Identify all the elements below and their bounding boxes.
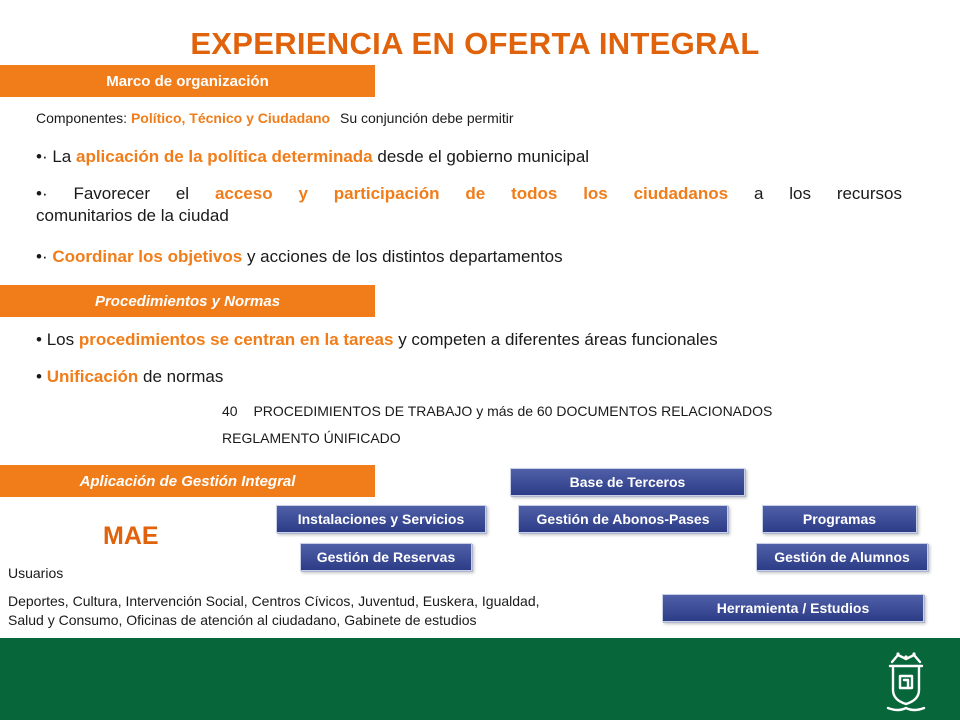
marco-bullet-2-post: a los recursos (753, 184, 903, 203)
bullet-dot: • (36, 147, 42, 166)
componentes-label: Componentes: (36, 110, 128, 126)
marco-bullet-2-highlight: acceso y participación de todos los ciudadanos (214, 184, 729, 203)
proc-bullet-1-post: y competen a diferentes áreas funcionales (398, 330, 718, 349)
marco-bullet-3 (36, 246, 906, 268)
marco-bullet-1-pre: · La (41, 147, 72, 166)
module-alumnos: Gestión de Alumnos (756, 543, 928, 571)
module-abonos: Gestión de Abonos-Pases (518, 505, 728, 533)
usuarios-list-line2: Salud y Consumo, Oficinas de atención al ciudadano, Gabinete de estudios (8, 612, 477, 628)
section-header-aplicacion: Aplicación de Gestión Integral (0, 465, 375, 497)
marco-bullet-3-post: y acciones de los distintos departamentos (246, 247, 563, 266)
proc-bullet-2-highlight: Unificación (46, 367, 139, 386)
page-title: EXPERIENCIA EN OFERTA INTEGRAL (190, 26, 760, 61)
module-instalaciones: Instalaciones y Servicios (276, 505, 486, 533)
usuarios-list-line1: Deportes, Cultura, Intervención Social, Centros Cívicos, Juventud, Euskera, Igualdad, (8, 593, 540, 609)
usuarios-label: Usuarios (8, 565, 64, 581)
marco-bullet-2-line2: comunitarios de la ciudad (36, 206, 229, 225)
module-programas: Programas (762, 505, 917, 533)
mae-label: MAE (103, 522, 159, 550)
marco-bullet-1 (36, 146, 906, 168)
section-header-marco: Marco de organización (0, 65, 375, 97)
bullet-dot: • (36, 367, 47, 386)
marco-bullet-2-pre: · Favorecer el (41, 184, 190, 203)
section-header-procedimientos: Procedimientos y Normas (0, 285, 375, 317)
marco-bullet-1-highlight: aplicación de la política determinada (75, 147, 373, 166)
footer-band (0, 638, 960, 720)
module-reservas: Gestión de Reservas (300, 543, 472, 571)
proc-count-text: PROCEDIMIENTOS DE TRABAJO y más de 60 DOCUMENTOS RELACIONADOS (253, 403, 773, 419)
componentes-line (36, 109, 736, 127)
proc-bullet-2 (36, 366, 636, 388)
bullet-dot: • (36, 330, 47, 349)
marco-bullet-2 (36, 183, 902, 227)
proc-bullet-1 (36, 329, 916, 351)
marco-bullet-1-post: desde el gobierno municipal (377, 147, 590, 166)
componentes-value: Político, Técnico y Ciudadano (130, 110, 331, 126)
componentes-tail: Su conjunción debe permitir (339, 110, 514, 126)
reglamento-line: REGLAMENTO ÚNIFICADO (222, 430, 401, 446)
bullet-dot: • (36, 247, 42, 266)
municipal-crest-icon (884, 650, 928, 714)
proc-count-line (222, 402, 922, 420)
marco-bullet-3-pre: · (41, 247, 48, 266)
module-base-terceros: Base de Terceros (510, 468, 745, 496)
bullet-dot: • (36, 184, 42, 203)
proc-bullet-1-highlight: procedimientos se centran en la tareas (78, 330, 394, 349)
proc-count: 40 (222, 403, 238, 419)
marco-bullet-3-highlight: Coordinar los objetivos (52, 247, 243, 266)
marco-bullet-2-line1 (36, 183, 902, 205)
proc-bullet-2-post: de normas (143, 367, 224, 386)
module-herramienta: Herramienta / Estudios (662, 594, 924, 622)
proc-bullet-1-pre: Los (46, 330, 75, 349)
